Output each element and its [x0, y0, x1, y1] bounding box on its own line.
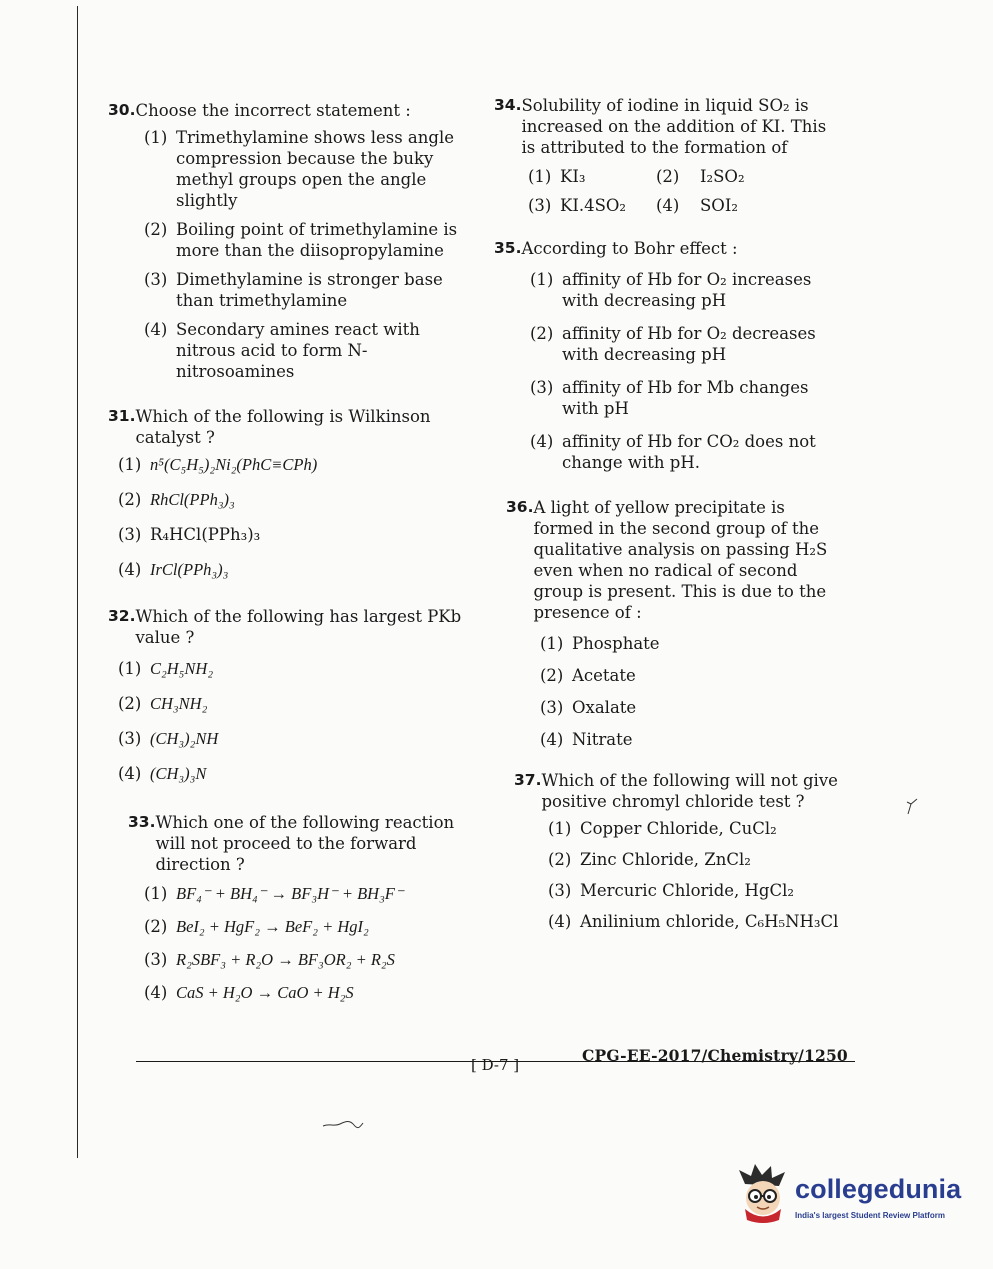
option: (3) Dimethylamine is stronger base than trimethylamine [144, 270, 443, 310]
option: (1) Trimethylamine shows less angle compression because the buky methyl groups open the angle slightly [144, 128, 454, 210]
option: (3) affinity of Hb for Mb changes with pH [530, 378, 809, 418]
question-text: Which one of the following reaction will not proceed to the forward direction ? [155, 813, 455, 874]
question-34 [494, 95, 844, 216]
question-text: Choose the incorrect statement : [135, 101, 411, 120]
left-column [108, 100, 464, 1017]
page-code: [ D-7 ] [471, 1056, 520, 1074]
option: (4) Anilinium chloride, C₆H₅NH₃Cl [548, 912, 839, 931]
option: (3) Oxalate [540, 698, 637, 717]
question-number: 31. [108, 407, 136, 425]
option: (2) CH₃NH₂ [118, 694, 208, 713]
option: (1) affinity of Hb for O₂ increases with decreasing pH [530, 270, 812, 310]
collegedunia-logo[interactable] [735, 1160, 965, 1226]
option: (2) BeI₂ + HgF₂ → BeF₂ + HgI₂ [144, 917, 369, 936]
question-32 [108, 606, 464, 784]
question-36 [506, 497, 844, 750]
question-text: According to Bohr effect : [521, 239, 738, 258]
option: (4) Nitrate [540, 730, 633, 749]
question-number: 30. [108, 101, 136, 119]
question-33 [128, 812, 464, 1003]
option: (3) Mercuric Chloride, HgCl₂ [548, 881, 794, 900]
option: (2) Acetate [540, 666, 636, 685]
pen-scribble-icon [322, 1118, 364, 1130]
option: (1) C₂H₅NH₂ [118, 659, 214, 678]
question-number: 36. [506, 498, 534, 516]
page-margin-line [77, 6, 78, 1158]
logo-wordmark: collegedunia [795, 1174, 962, 1204]
option: (1) n⁵(C₅H₅)₂Ni₂(PhC≡CPh) [118, 455, 318, 474]
option: (1) Phosphate [540, 634, 660, 653]
question-number: 32. [108, 607, 136, 625]
pen-tick-icon [905, 798, 919, 816]
option: (2) RhCl(PPh₃)₃ [118, 490, 235, 509]
logo-tagline: India's largest Student Review Platform [795, 1211, 945, 1220]
question-35 [494, 238, 844, 473]
question-37 [514, 770, 844, 932]
question-number: 37. [514, 771, 542, 789]
question-text: Which of the following is Wilkinson catalyst ? [135, 407, 431, 447]
option: (2) Boiling point of trimethylamine is more than the diisopropylamine [144, 220, 458, 260]
option: (3) R₂SBF₃ + R₂O → BF₃OR₂ + R₂S [144, 950, 395, 969]
option: (2) affinity of Hb for O₂ decreases with decreasing pH [530, 324, 816, 364]
option: (4) SOI₂ [656, 196, 738, 215]
question-text: A light of yellow precipitate is formed in the second group of the qualitative analysis on passing H₂S even when no radical of second group is present. This is due to the presence of : [533, 498, 828, 622]
exam-code: CPG-EE-2017/Chemistry/1250 [582, 1046, 848, 1065]
question-number: 33. [128, 813, 156, 831]
question-text: Solubility of iodine in liquid SO₂ is increased on the addition of KI. This is attributed to the formation of [521, 96, 827, 157]
question-number: 34. [494, 96, 522, 114]
mascot-icon [735, 1162, 793, 1224]
option: (4) CaS + H₂O → CaO + H₂S [144, 983, 354, 1002]
right-column [494, 95, 844, 946]
option: (3) KI.4SO₂ [528, 196, 627, 215]
question-text: Which of the following has largest PKb value ? [135, 607, 462, 647]
option: (2) Zinc Chloride, ZnCl₂ [548, 850, 751, 869]
option: (2) I₂SO₂ [656, 167, 745, 186]
question-number: 35. [494, 239, 522, 257]
option: (1) Copper Chloride, CuCl₂ [548, 819, 777, 838]
option: (4) IrCl(PPh₃)₃ [118, 560, 229, 579]
option: (4) (CH₃)₃N [118, 764, 207, 783]
question-text: Which of the following will not give positive chromyl chloride test ? [541, 771, 838, 811]
option: (4) affinity of Hb for CO₂ does not change with pH. [530, 432, 816, 472]
option: (1) BF₄⁻ + BH₄⁻ → BF₃H⁻ + BH₃F⁻ [144, 884, 404, 903]
question-30 [108, 100, 464, 382]
option: (1) KI₃ [528, 167, 586, 186]
question-31 [108, 406, 464, 580]
option: (3) R₄HCl(PPh₃)₃ [118, 525, 261, 544]
option: (3) (CH₃)₂NH [118, 729, 219, 748]
option: (4) Secondary amines react with nitrous acid to form N-nitrosoamines [144, 320, 420, 381]
